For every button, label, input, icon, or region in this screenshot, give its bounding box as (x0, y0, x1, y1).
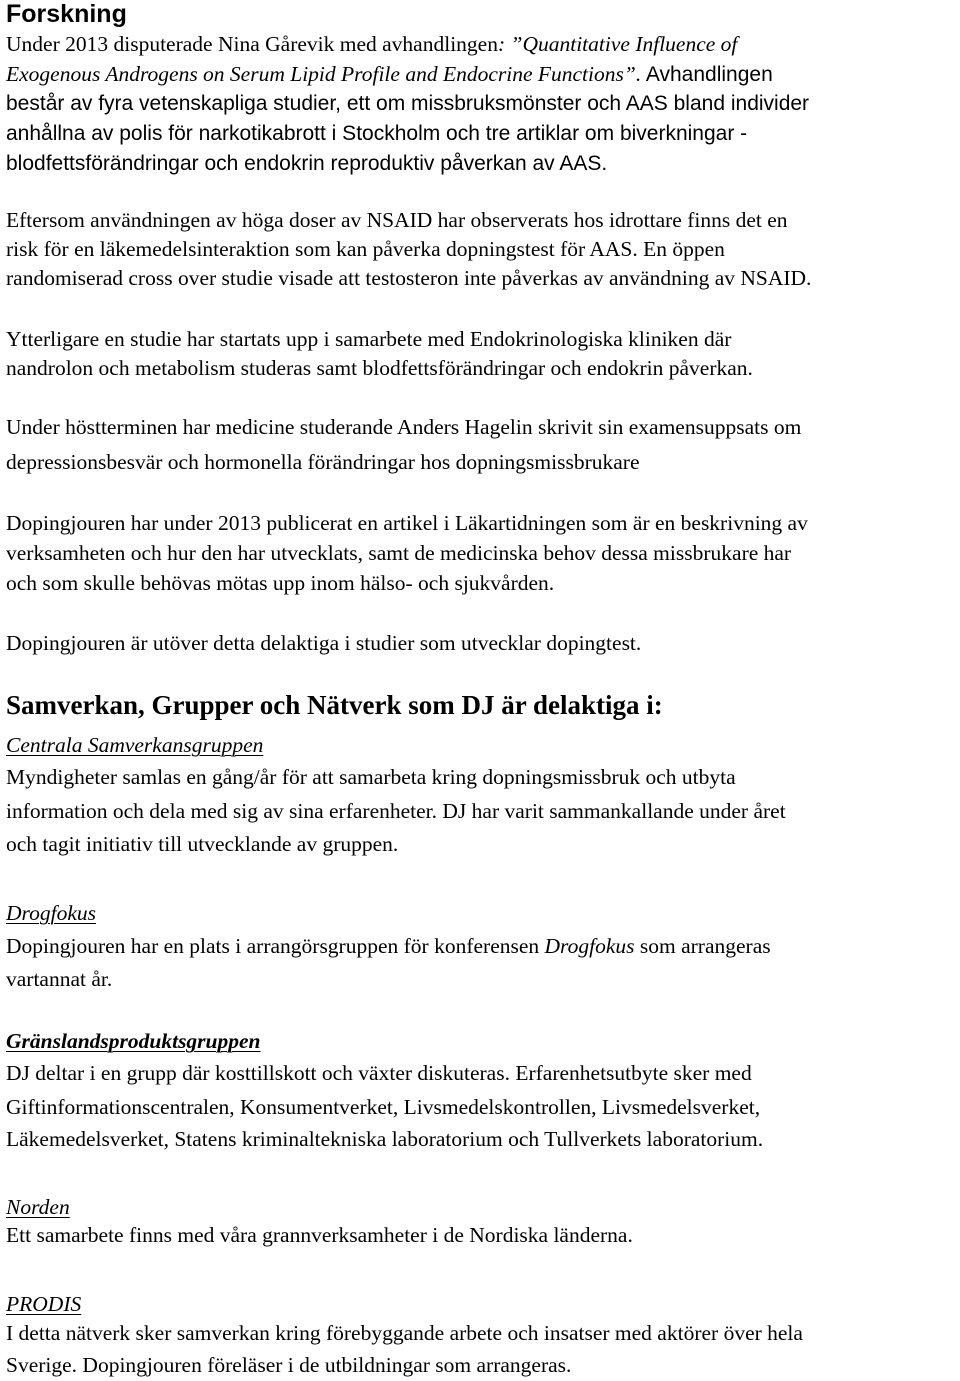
section-title-centrala: Centrala Samverkansgruppen (6, 733, 264, 757)
paragraph-line: Läkemedelsverket, Statens kriminaltekniska laboratorium och Tullverkets laboratorium. (6, 1127, 764, 1151)
paragraph-line: nandrolon och metabolism studeras samt blodfettsförändringar och endokrin påverkan. (6, 356, 753, 380)
paragraph-line: blodfettsförändringar och endokrin reproduktiv påverkan av AAS. (6, 152, 608, 175)
paragraph-line: Giftinformationscentralen, Konsumentverket, Livsmedelskontrollen, Livsmedelsverket, (6, 1095, 761, 1119)
paragraph-line: randomiserad cross over studie visade att testosteron inte påverkas av användning av NSAID. (6, 266, 812, 290)
text-run: Under 2013 disputerade Nina Gårevik med avhandlingen (6, 32, 498, 56)
thesis-title-run: Exogenous Androgens on Serum Lipid Profile and Endocrine Functions”. (6, 62, 642, 86)
text-run: som arrangeras (634, 934, 771, 958)
paragraph-line (6, 931, 771, 961)
section-title-prodis: PRODIS (6, 1292, 82, 1316)
text-run: Avhandlingen (641, 63, 773, 86)
paragraph-line: består av fyra vetenskapliga studier, ett om missbruksmönster och AAS bland individer (6, 92, 810, 115)
paragraph-line: och som skulle behövas mötas upp inom hälso- och sjukvården. (6, 571, 555, 595)
paragraph-line (6, 59, 773, 90)
paragraph-line: Myndigheter samlas en gång/år för att samarbeta kring dopningsmissbruk och utbyta (6, 765, 736, 789)
thesis-title-run: : ”Quantitative Influence of (497, 32, 738, 56)
paragraph-line: I detta nätverk sker samverkan kring förebyggande arbete och insatser med aktörer över hela (6, 1321, 803, 1345)
forskning-heading: Forskning (6, 0, 127, 28)
text-run: Dopingjouren har en plats i arrangörsgruppen för konferensen (6, 934, 545, 958)
paragraph-line: anhållna av polis för narkotikabrott i Stockholm och tre artiklar om biverkningar - (6, 122, 748, 145)
paragraph-line: Dopingjouren är utöver detta delaktiga i studier som utvecklar dopingtest. (6, 631, 642, 655)
paragraph-line: risk för en läkemedelsinteraktion som kan påverka dopningstest för AAS. En öppen (6, 237, 725, 261)
conference-name-run: Drogfokus (544, 934, 635, 958)
paragraph-line: Under höstterminen har medicine studerande Anders Hagelin skrivit sin examensuppsats om (6, 415, 802, 439)
paragraph-line: verksamheten och hur den har utvecklats, samt de medicinska behov dessa missbrukare har (6, 541, 792, 565)
paragraph-line: Sverige. Dopingjouren föreläser i de utbildningar som arrangeras. (6, 1353, 572, 1377)
paragraph-line: depressionsbesvär och hormonella förändringar hos dopningsmissbrukare (6, 450, 640, 474)
paragraph-line: information och dela med sig av sina erfarenheter. DJ har varit sammankallande under året (6, 799, 786, 823)
paragraph-line: DJ deltar i en grupp där kosttillskott och växter diskuteras. Erfarenhetsutbyte sker med (6, 1061, 752, 1085)
section-title-norden: Norden (6, 1195, 70, 1219)
section-title-granslands: Gränslandsproduktsgruppen (6, 1029, 261, 1053)
paragraph-line (6, 29, 737, 59)
paragraph-line: Eftersom användningen av höga doser av NSAID har observerats hos idrottare finns det en (6, 208, 788, 232)
paragraph-line: vartannat år. (6, 967, 113, 991)
paragraph-line: Ett samarbete finns med våra grannverksamheter i de Nordiska länderna. (6, 1223, 633, 1247)
paragraph-line: Ytterligare en studie har startats upp i samarbete med Endokrinologiska kliniken där (6, 327, 732, 351)
paragraph-line: och tagit initiativ till utvecklande av gruppen. (6, 832, 399, 856)
paragraph-line: Dopingjouren har under 2013 publicerat en artikel i Läkartidningen som är en beskrivning av (6, 511, 808, 535)
section-title-drogfokus: Drogfokus (6, 901, 96, 925)
samverkan-heading: Samverkan, Grupper och Nätverk som DJ är delaktiga i: (6, 690, 663, 720)
